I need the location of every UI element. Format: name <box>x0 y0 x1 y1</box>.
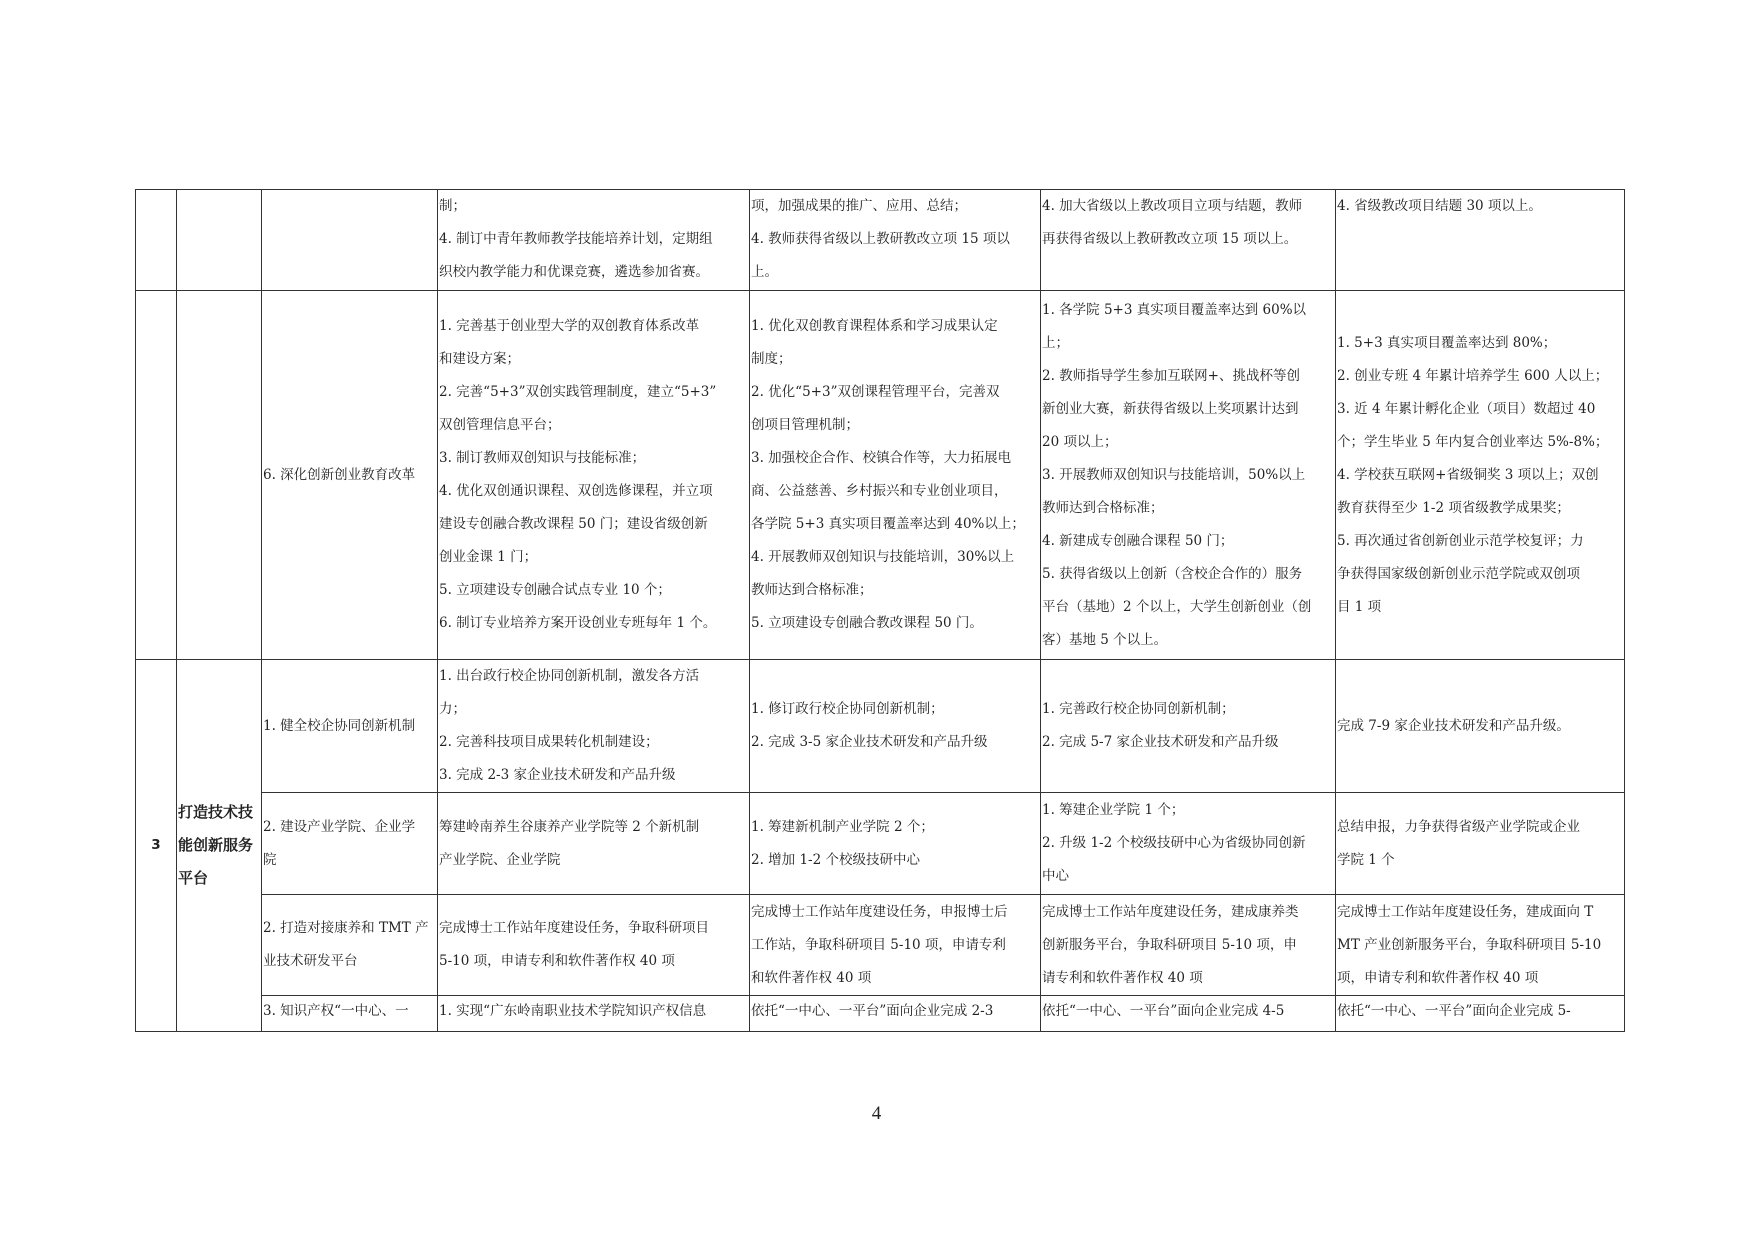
cell-line: 2. 教师指导学生参加互联网+、挑战杯等创 <box>1042 367 1300 384</box>
task-cell <box>262 660 438 793</box>
cell-line: 3. 知识产权“一中心、一 <box>263 1003 409 1019</box>
cell-line: 1. 出台政行校企协同创新机制，激发各方活 <box>439 668 700 684</box>
cell-line: 1. 筹建新机制产业学院 2 个； <box>751 818 934 835</box>
cell-line: 客）基地 5 个以上。 <box>1042 631 1168 648</box>
target-2023-cell <box>1336 190 1625 291</box>
cell-line: 依托“一中心、一平台”面向企业完成 4-5 <box>1042 1003 1285 1019</box>
cell-line: 4. 开展教师双创知识与技能培训，30%以上 <box>751 549 1015 565</box>
cell-line: 制度； <box>751 351 792 367</box>
cell-line: 业技术研发平台 <box>263 953 358 969</box>
cell-line: 项，申请专利和软件著作权 40 项 <box>1337 969 1539 986</box>
cell-line: 项，加强成果的推广、应用、总结； <box>751 198 967 214</box>
cell-line: 创新服务平台，争取科研项目 5-10 项，申 <box>1042 936 1297 953</box>
target-2022-cell <box>1041 895 1336 996</box>
cell-line: 个；学生毕业 5 年内复合创业率达 5%-8%； <box>1337 433 1609 450</box>
number-cell <box>136 291 177 660</box>
cell-line: 力； <box>439 701 466 717</box>
cell-line: 创业金课 1 门； <box>439 549 538 565</box>
cell-line: 筹建岭南养生谷康养产业学院等 2 个新机制 <box>439 818 700 835</box>
cell-line: 依托“一中心、一平台”面向企业完成 5- <box>1337 1003 1571 1019</box>
cell-line: 1. 优化双创教育课程体系和学习成果认定 <box>751 318 998 334</box>
task-cell: 6. 深化创新创业教育改革 <box>262 291 438 660</box>
measures-cell <box>438 996 750 1032</box>
target-2023-cell <box>1336 660 1625 793</box>
category-cell <box>177 660 262 1032</box>
cell-line: 3. 开展教师双创知识与技能培训，50%以上 <box>1042 466 1306 483</box>
cell-line: 再获得省级以上教研教改立项 15 项以上。 <box>1042 231 1298 247</box>
cell-line: 创项目管理机制； <box>751 417 859 433</box>
category-line: 打造技术技 <box>178 803 254 821</box>
cell-line: 完成博士工作站年度建设任务，建成面向 T <box>1337 903 1594 920</box>
cell-line: 4. 教师获得省级以上教研教改立项 15 项以 <box>751 231 1010 247</box>
table-row <box>136 190 1625 291</box>
cell-line: 2. 完成 3-5 家企业技术研发和产品升级 <box>751 734 988 750</box>
cell-line: 2. 优化“5+3”双创课程管理平台，完善双 <box>751 384 1000 400</box>
target-2023-cell <box>1336 996 1625 1032</box>
cell-line: 完成 7-9 家企业技术研发和产品升级。 <box>1337 717 1570 734</box>
cell-line: 3. 近 4 年累计孵化企业（项目）数超过 40 <box>1337 400 1596 417</box>
cell-line: 2. 增加 1-2 个校级技研中心 <box>751 851 920 868</box>
target-2021-cell <box>750 291 1041 660</box>
category-cell <box>177 190 262 291</box>
cell-line: 4. 学校获互联网+省级铜奖 3 项以上；双创 <box>1337 466 1599 483</box>
cell-line: 上。 <box>751 264 778 280</box>
cell-line: 4. 加大省级以上教改项目立项与结题，教师 <box>1042 198 1303 214</box>
cell-line: 院 <box>263 851 277 868</box>
cell-line: 1. 完善基于创业型大学的双创教育体系改革 <box>439 318 700 334</box>
cell-line: 3. 制订教师双创知识与技能标准； <box>439 450 646 466</box>
measures-cell <box>438 895 750 996</box>
cell-line: 教师达到合格标准； <box>1042 499 1164 516</box>
cell-line: 中心 <box>1042 868 1069 884</box>
measures-cell <box>438 660 750 793</box>
cell-line: 1. 各学院 5+3 真实项目覆盖率达到 60%以 <box>1042 301 1307 318</box>
cell-line: 织校内教学能力和优课竞赛，遴选参加省赛。 <box>439 264 709 280</box>
cell-line: 工作站，争取科研项目 5-10 项，申请专利 <box>751 936 1006 953</box>
cell-line: 双创管理信息平台； <box>439 417 561 433</box>
cell-line: 建设专创融合教改课程 50 门；建设省级创新 <box>439 516 708 532</box>
cell-line: 完成博士工作站年度建设任务，建成康养类 <box>1042 903 1299 920</box>
cell-line: 和建设方案； <box>439 351 520 367</box>
cell-line: 商、公益慈善、乡村振兴和专业创业项目， <box>751 483 1008 499</box>
target-2023-cell <box>1336 895 1625 996</box>
plan-table <box>135 189 1625 1032</box>
cell-line: 1. 健全校企协同创新机制 <box>263 717 416 734</box>
table-row <box>136 793 1625 895</box>
cell-line: 1. 5+3 真实项目覆盖率达到 80%； <box>1337 334 1557 351</box>
cell-line: 4. 优化双创通识课程、双创选修课程，并立项 <box>439 483 713 499</box>
cell-line: 2. 完成 5-7 家企业技术研发和产品升级 <box>1042 734 1279 750</box>
number-cell <box>136 190 177 291</box>
table-row <box>136 996 1625 1032</box>
cell-line: 5. 立项建设专创融合教改课程 50 门。 <box>751 615 983 631</box>
cell-line: MT 产业创新服务平台，争取科研项目 5-10 <box>1337 936 1602 953</box>
cell-line: 教师达到合格标准； <box>751 582 873 598</box>
cell-line: 4. 省级教改项目结题 30 项以上。 <box>1337 198 1542 214</box>
table-row <box>136 895 1625 996</box>
target-2021-cell <box>750 660 1041 793</box>
target-2023-cell <box>1336 793 1625 895</box>
task-cell <box>262 793 438 895</box>
cell-line: 2. 建设产业学院、企业学 <box>263 818 416 835</box>
cell-line: 20 项以上； <box>1042 433 1118 450</box>
number-cell: 3 <box>136 660 177 1032</box>
target-2021-cell <box>750 895 1041 996</box>
cell-line: 产业学院、企业学院 <box>439 851 561 868</box>
task-cell <box>262 996 438 1032</box>
target-2021-cell <box>750 793 1041 895</box>
table-row <box>136 291 1625 660</box>
measures-cell <box>438 291 750 660</box>
cell-line: 1. 修订政行校企协同创新机制； <box>751 701 944 717</box>
cell-line: 新创业大赛，新获得省级以上奖项累计达到 <box>1042 400 1299 417</box>
cell-line: 2. 完善科技项目成果转化机制建设； <box>439 734 659 750</box>
target-2022-cell <box>1041 793 1336 895</box>
cell-line: 5. 获得省级以上创新（含校企合作的）服务 <box>1042 565 1303 582</box>
cell-line: 依托“一中心、一平台”面向企业完成 2-3 <box>751 1003 994 1019</box>
page-number: 4 <box>871 1103 882 1124</box>
task-cell <box>262 190 438 291</box>
cell-line: 5-10 项，申请专利和软件著作权 40 项 <box>439 953 675 969</box>
category-line: 能创新服务 <box>178 836 254 854</box>
cell-line: 6. 制订专业培养方案开设创业专班每年 1 个。 <box>439 615 717 631</box>
table-row <box>136 660 1625 793</box>
cell-line: 2. 创业专班 4 年累计培养学生 600 人以上； <box>1337 367 1609 384</box>
cell-line: 2. 升级 1-2 个校级技研中心为省级协同创新 <box>1042 835 1306 851</box>
cell-line: 2. 打造对接康养和 TMT 产 <box>263 920 429 936</box>
cell-line: 5. 再次通过省创新创业示范学校复评；力 <box>1337 532 1584 549</box>
cell-line: 平台（基地）2 个以上，大学生创新创业（创 <box>1042 598 1312 615</box>
cell-line: 目 1 项 <box>1337 598 1382 615</box>
cell-line: 4. 新建成专创融合课程 50 门； <box>1042 532 1234 549</box>
target-2022-cell <box>1041 660 1336 793</box>
cell-line: 制； <box>439 198 466 214</box>
cell-line: 完成博士工作站年度建设任务，争取科研项目 <box>439 920 709 936</box>
target-2022-cell <box>1041 190 1336 291</box>
cell-line: 总结申报，力争获得省级产业学院或企业 <box>1337 818 1580 835</box>
cell-line: 学院 1 个 <box>1337 851 1395 868</box>
cell-line: 5. 立项建设专创融合试点专业 10 个； <box>439 582 671 598</box>
cell-line: 各学院 5+3 真实项目覆盖率达到 40%以上； <box>751 516 1025 532</box>
cell-line: 完成博士工作站年度建设任务，申报博士后 <box>751 903 1008 920</box>
cell-line: 1. 实现“广东岭南职业技术学院知识产权信息 <box>439 1003 707 1019</box>
cell-line: 教育获得至少 1-2 项省级教学成果奖； <box>1337 499 1570 516</box>
target-2022-cell <box>1041 996 1336 1032</box>
target-2021-cell <box>750 190 1041 291</box>
cell-line: 和软件著作权 40 项 <box>751 969 872 986</box>
target-2022-cell <box>1041 291 1336 660</box>
cell-line: 1. 筹建企业学院 1 个； <box>1042 802 1185 818</box>
category-cell <box>177 291 262 660</box>
target-2023-cell <box>1336 291 1625 660</box>
target-2021-cell <box>750 996 1041 1032</box>
cell-line: 请专利和软件著作权 40 项 <box>1042 969 1203 986</box>
cell-line: 争获得国家级创新创业示范学院或双创项 <box>1337 565 1580 582</box>
measures-cell <box>438 190 750 291</box>
cell-line: 3. 加强校企合作、校镇合作等，大力拓展电 <box>751 450 1012 466</box>
measures-cell <box>438 793 750 895</box>
cell-line: 上； <box>1042 334 1069 351</box>
cell-line: 4. 制订中青年教师教学技能培养计划，定期组 <box>439 231 713 247</box>
category-line: 平台 <box>178 869 209 887</box>
task-cell <box>262 895 438 996</box>
cell-line: 2. 完善“5+3”双创实践管理制度，建立“5+3” <box>439 384 717 400</box>
cell-line: 3. 完成 2-3 家企业技术研发和产品升级 <box>439 767 676 783</box>
cell-line: 1. 完善政行校企协同创新机制； <box>1042 701 1235 717</box>
